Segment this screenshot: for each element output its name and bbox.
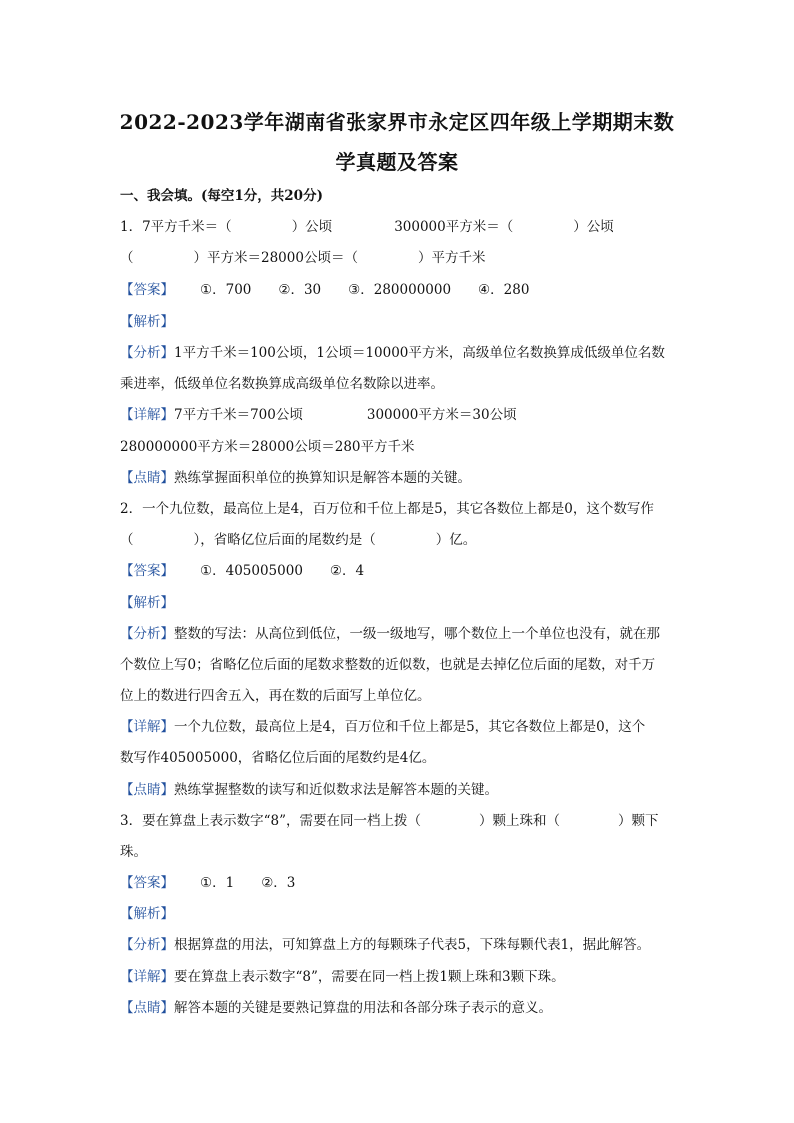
q3-line2: 珠。 [120,844,147,860]
answer-text: ①．405005000 ②．4 [200,563,365,579]
answer-tag: 【答案】 [120,563,174,579]
dianjing-tag: 【点睛】 [120,1000,174,1016]
q2-jiexi: 【解析】 [120,595,174,611]
answer-tag: 【答案】 [120,875,174,891]
dianjing-tag: 【点睛】 [120,470,174,486]
xiangjie-tag: 【详解】 [120,719,174,735]
q2-line2 [120,531,476,549]
q3-line1 [120,812,658,830]
fenxi-text: 1平方千米＝100公顷，1公顷＝10000平方米，高级单位名数换算成低级单位名数 [174,345,665,361]
xiangjie-text: 要在算盘上表示数字“8”，需要在同一档上拨1颗上珠和3颗下珠。 [174,969,565,985]
q1-jiexi: 【解析】 [120,314,174,330]
q2-dianjing [120,781,498,799]
xiangjie-tag: 【详解】 [120,969,174,985]
q1-xiangjie-2: 280000000平方米＝28000公顷＝280平方千米 [120,439,415,455]
q1-fenxi-2: 乘进率，低级单位名数换算成高级单位名数除以进率。 [120,376,444,392]
q3-xiangjie [120,968,565,986]
q2-xiangjie-2: 数写作405005000，省略亿位后面的尾数约是4亿。 [120,750,436,766]
q2-line1: 2．一个九位数，最高位上是4，百万位和千位上都是5，其它各数位上都是0，这个数写作 [120,501,654,517]
q2-fenxi [120,625,660,643]
xiangjie-text: 7平方千米＝700公顷 [174,407,303,423]
fenxi-tag: 【分析】 [120,345,174,361]
q1-line1 [120,218,614,236]
section-heading: 一、我会填。(每空1分，共20分) [120,188,323,204]
xiangjie-text: 一个九位数，最高位上是4，百万位和千位上都是5，其它各数位上都是0，这个 [174,719,646,735]
xiangjie-text: 300000平方米＝30公顷 [366,407,517,423]
q1-text: ）平方千米 [417,250,486,266]
q3-dianjing [120,999,552,1017]
fenxi-tag: 【分析】 [120,937,174,953]
dianjing-text: 熟练掌握整数的读写和近似数求法是解答本题的关键。 [174,782,498,798]
q1-line2 [120,249,485,267]
q3-fenxi [120,936,650,954]
q3-text: ）颗下 [617,813,659,829]
q2-fenxi-3: 位上的数进行四舍五入，再在数的后面写上单位亿。 [120,688,431,704]
q2-text: ）亿。 [435,532,477,548]
fenxi-text: 整数的写法：从高位到低位，一级一级地写，哪个数位上一个单位也没有，就在那 [174,626,660,642]
q1-dianjing [120,469,471,487]
fenxi-text: 根据算盘的用法，可知算盘上方的每颗珠子代表5，下珠每颗代表1，据此解答。 [174,937,651,953]
q2-answer [120,562,364,580]
q1-text: （ [120,250,134,266]
answer-text: ①．1 ②．3 [200,875,296,891]
doc-title-line2: 学真题及答案 [335,150,459,174]
q3-text: ）颗上珠和（ [478,813,560,829]
dianjing-text: 解答本题的关键是要熟记算盘的用法和各部分珠子表示的意义。 [174,1000,552,1016]
q2-xiangjie [120,718,645,736]
q1-text: 1．7平方千米＝（ [120,219,232,235]
answer-tag: 【答案】 [120,282,174,298]
q3-answer [120,874,295,892]
q2-fenxi-2: 个数位上写0；省略亿位后面的尾数求整数的近似数，也就是去掉亿位后面的尾数，对千万 [120,657,656,673]
answer-text: ①．700 ②．30 ③．280000000 ④．280 [200,282,530,298]
q1-text: ）公顷 [573,219,614,235]
fenxi-tag: 【分析】 [120,626,174,642]
doc-title-line1: 2022-2023学年湖南省张家界市永定区四年级上学期期末数 [119,110,675,134]
q3-text: 3．要在算盘上表示数字“8”，需要在同一档上拨（ [120,813,421,829]
q1-text: 300000平方米＝（ [394,219,514,235]
q1-text: ）平方米＝28000公顷＝（ [193,250,358,266]
dianjing-tag: 【点睛】 [120,782,174,798]
q2-text: （ [120,532,134,548]
q1-text: ）公顷 [291,219,333,235]
q1-xiangjie [120,406,517,424]
q2-text: ），省略亿位后面的尾数约是（ [193,532,376,548]
xiangjie-tag: 【详解】 [120,407,174,423]
q3-jiexi: 【解析】 [120,906,174,922]
dianjing-text: 熟练掌握面积单位的换算知识是解答本题的关键。 [174,470,471,486]
q1-answer [120,281,529,299]
q1-fenxi [120,344,665,362]
